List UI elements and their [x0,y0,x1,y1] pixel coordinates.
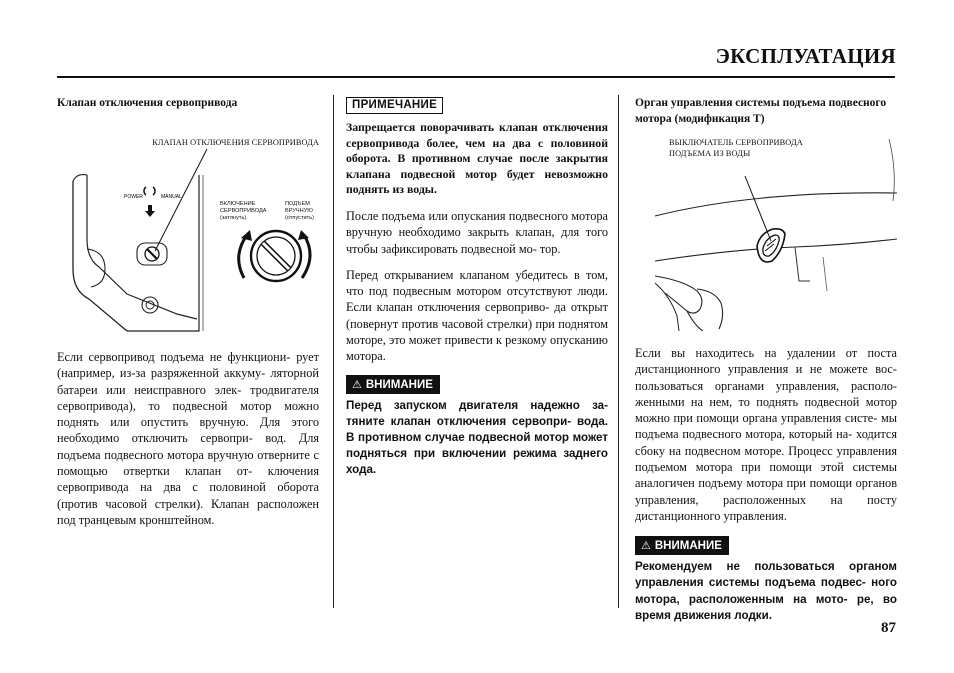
page-header-title: ЭКСПЛУАТАЦИЯ [715,44,896,68]
figure-callout-line-1: ВЫКЛЮЧАТЕЛЬ СЕРВОПРИВОДА [669,138,803,147]
tilt-control-body-text: Если вы находитесь на удалении от поста дистанционного управления и не можете вос- пользоваться органами управления, располо- женными на нем, то поднять подвесной мотор можно при помощи органа управления систе- мы подъема подвесного мотора, который на- ходится сбоку на подвесном моторе. Процесс управления подъемом мотора при помощи этой системы аналогичен подъему мотора при помощи органов управления, расположенных на посту дистанционного управления. [635,346,897,523]
note-text: Запрещается поворачивать клапан отключения сервопривода более, чем на два с половиной оборота. В противном случае после закрытия клапана подвесной мотор будет невозможно поднять из воды. [346,120,608,197]
warning-triangle-icon: ⚠ [641,540,651,553]
enable-servo-line-1: ВКЛЮЧЕНИЕ [220,201,256,207]
right-warning-text: Рекомендуем не пользоваться органом управления системы подъема подвес- ного мотора, расположенным на мото- ре, во время движения лодки. [635,560,897,622]
tilt-switch-figure [635,131,897,331]
enable-servo-label [220,201,266,222]
right-warning-tag [635,536,729,555]
section-heading-tilt-control: Орган управления системы подъема подвесного мотора (модификация T) [635,97,887,125]
servo-valve-body-text: Если сервопривод подъема не функциони- рует (например, из-за разряженной аккуму- ляторной батареи или неисправного элек- тродвигателя сервопривода), то подвесной мотор можно поднять или опустить вручную. Для этого необходимо отключить сервопри- вод. Для подъема подвесного мотора вручную отверните с помощью отвертки клапан от- ключения сервопривода на два с половиной оборота (против часовой стрелки). Клапан расположен под транцевым кронштейном. [57,350,319,527]
enable-servo-line-2: СЕРВОПРИВОДА [220,208,267,214]
enable-servo-line-3: (затянуть) [220,215,247,221]
middle-paragraph-1: После подъема или опускания подвесного мотора вручную необходимо закрыть клапан, для того чтобы зафиксировать подвесной мо- тор. [346,208,608,256]
servo-valve-illustration [57,119,319,341]
right-warning-block [635,536,897,624]
manual-lift-line-3: (отпустить) [285,215,314,221]
middle-column [346,95,608,479]
middle-warning-tag [346,375,440,394]
manual-lift-label [285,201,314,222]
middle-warning-tag-label: ВНИМАНИЕ [365,378,433,391]
section-heading-servo-valve: Клапан отключения сервопривода [57,97,238,109]
column-divider-2 [618,95,619,608]
right-column [635,95,897,624]
manual-lift-line-1: ПОДЪЕМ [285,201,310,207]
warning-triangle-icon: ⚠ [352,378,362,391]
left-column [57,95,319,528]
power-label: POWER [124,194,143,200]
note-tag: ПРИМЕЧАНИЕ [346,97,443,114]
right-warning-tag-label: ВНИМАНИЕ [654,540,722,553]
middle-warning-text: Перед запуском двигателя надежно за- тяните клапан отключения сервопри- вода. В противном случае подвесной мотор может подняться при включении режима заднего хода. [346,398,608,477]
middle-paragraph-2: Перед открыванием клапаном убедитесь в том, что под подвесным мотором отсутствуют люди. Если клапан отключения сервоприво- да открыт (повернут против часовой стрелки) при поднятом моторе, это может привести к резкому опусканию мотора. [346,267,608,364]
page-number: 87 [881,620,896,636]
manual-lift-line-2: ВРУЧНУЮ [285,208,313,214]
tilt-switch-illustration [635,131,897,331]
figure-callout-servo-valve: КЛАПАН ОТКЛЮЧЕНИЯ СЕРВОПРИВОДА [152,138,319,147]
header-rule [57,76,895,78]
servo-valve-figure [57,119,319,341]
manual-label: MANUAL [161,194,182,200]
middle-warning-block [346,375,608,479]
column-divider-1 [333,95,334,608]
figure-callout-line-2: ПОДЪЕМА ИЗ ВОДЫ [669,149,751,158]
